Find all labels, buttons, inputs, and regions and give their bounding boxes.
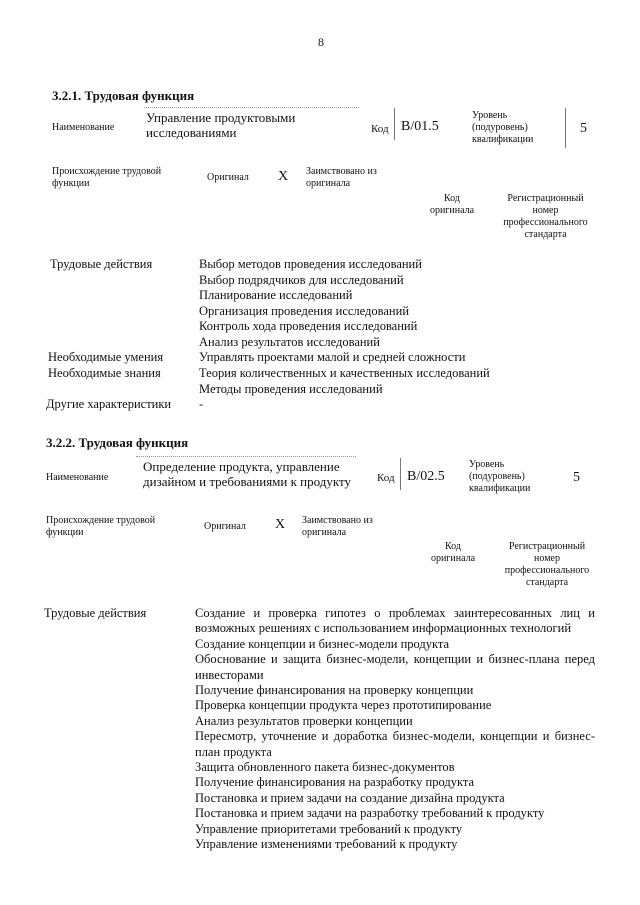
function-name-line: дизайном и требованиями к продукту — [143, 474, 352, 489]
registration-number-label — [498, 541, 596, 589]
registration-number-label-line: профессионального — [504, 565, 590, 576]
knowledge-item: Методы проведения исследований — [199, 381, 383, 396]
list-item: Защита обновленного пакета бизнес-документов — [195, 760, 455, 775]
original-code-label-line: оригинала — [430, 553, 476, 564]
function-name — [146, 110, 295, 140]
function-code: B/01.5 — [401, 119, 439, 134]
borrowed-label — [302, 515, 373, 539]
function-name-line: исследованиями — [146, 125, 237, 140]
origin-label-line: Происхождение трудовой — [52, 166, 162, 177]
labour-actions-label: Трудовые действия — [44, 606, 147, 620]
list-item: Анализ результатов исследований — [199, 334, 380, 349]
labour-actions-list — [199, 257, 422, 351]
level-label-line: Уровень — [472, 110, 508, 121]
origin-label — [52, 166, 161, 190]
skills-label: Необходимые умения — [48, 350, 164, 364]
section-heading: 3.2.2. Трудовая функция — [46, 435, 189, 450]
original-code-label-line: оригинала — [429, 205, 475, 216]
level-label-line: квалификации — [469, 483, 531, 494]
level-label — [469, 459, 530, 495]
level-label-line: (подуровень) — [472, 122, 528, 133]
registration-number-label-line: стандарта — [525, 577, 569, 588]
list-item: Выбор методов проведения исследований — [199, 257, 422, 271]
origin-label — [46, 515, 155, 539]
page-number: 8 — [318, 35, 324, 49]
registration-number-label-line: профессионального — [503, 217, 588, 228]
registration-number-label-line: номер — [532, 205, 559, 216]
name-label: Наименование — [52, 122, 115, 133]
origin-label-line: функции — [46, 527, 84, 538]
skill-item: Управлять проектами малой и средней сложности — [199, 350, 466, 364]
borrowed-label-line: Заимствовано из — [302, 515, 373, 526]
knowledge-label: Необходимые знания — [48, 366, 161, 380]
level-label-line: Уровень — [469, 459, 505, 470]
borrowed-label-line: оригинала — [302, 527, 347, 538]
dotted-frame — [136, 456, 356, 457]
list-item: Планирование исследований — [199, 288, 353, 303]
list-item: Анализ результатов проверки концепции — [195, 713, 413, 728]
list-item: Управление приоритетами требований к продукту — [195, 821, 463, 836]
original-label: Оригинал — [207, 172, 249, 183]
borrowed-label — [306, 166, 377, 190]
code-label: Код — [377, 472, 395, 484]
original-code-label-line: Код — [444, 193, 460, 204]
origin-label-line: Происхождение трудовой — [46, 515, 156, 526]
original-code-label-line: Код — [445, 541, 461, 552]
cell-divider — [400, 458, 401, 490]
name-label: Наименование — [46, 472, 109, 483]
qualification-level: 5 — [573, 470, 580, 485]
registration-number-label-line: Регистрационный — [508, 541, 586, 552]
cell-divider — [394, 108, 395, 140]
borrowed-label-line: оригинала — [306, 178, 351, 189]
cell-divider — [565, 108, 566, 148]
knowledge-list — [199, 366, 490, 397]
original-code-label — [423, 541, 483, 565]
level-label — [472, 110, 533, 146]
list-item: Постановка и прием задачи на разработку требований к продукту — [195, 806, 545, 821]
list-item: Пересмотр, уточнение и доработка бизнес-модели, концепции и бизнес-план продукта — [195, 729, 595, 759]
registration-number-label-line: Регистрационный — [507, 193, 584, 204]
section-heading: 3.2.1. Трудовая функция — [52, 88, 195, 103]
function-code: B/02.5 — [407, 469, 445, 484]
function-name-line: Определение продукта, управление — [143, 459, 340, 474]
original-checkmark: X — [278, 169, 289, 184]
registration-number-label-line: номер — [534, 553, 560, 564]
original-checkmark: X — [275, 517, 286, 532]
borrowed-label-line: Заимствовано из — [306, 166, 377, 177]
level-label-line: квалификации — [472, 134, 534, 145]
original-code-label — [422, 193, 482, 217]
level-label-line: (подуровень) — [469, 471, 525, 482]
list-item: Получение финансирования на разработку продукта — [195, 775, 475, 790]
code-label: Код — [371, 123, 389, 135]
list-item: Управление изменениями требований к продукту — [195, 837, 458, 852]
list-item: Получение финансирования на проверку концепции — [195, 683, 474, 698]
list-item: Создание и проверка гипотез о проблемах заинтересованных лиц и возможных решениях с использованием информационных технологий — [195, 606, 595, 636]
labour-actions-label: Трудовые действия — [50, 257, 153, 271]
other-characteristics-value: - — [199, 397, 204, 411]
labour-actions-list — [195, 606, 595, 853]
other-characteristics-label: Другие характеристики — [46, 397, 172, 411]
list-item: Создание концепции и бизнес-модели продукта — [195, 636, 450, 651]
function-name — [143, 459, 351, 489]
registration-number-label-line: стандарта — [524, 229, 567, 240]
list-item: Постановка и прием задачи на создание дизайна продукта — [195, 790, 505, 805]
knowledge-item: Теория количественных и качественных исследований — [199, 366, 490, 380]
original-label: Оригинал — [204, 521, 246, 532]
list-item: Обоснование и защита бизнес-модели, концепции и бизнес-плана перед инвесторами — [195, 652, 595, 682]
list-item: Выбор подрядчиков для исследований — [199, 272, 404, 287]
function-name-line: Управление продуктовыми — [146, 110, 296, 125]
list-item: Контроль хода проведения исследований — [199, 319, 418, 334]
qualification-level: 5 — [580, 121, 587, 136]
registration-number-label — [498, 193, 593, 241]
list-item: Проверка концепции продукта через прототипирование — [195, 698, 492, 713]
origin-label-line: функции — [52, 178, 90, 189]
dotted-frame — [144, 107, 359, 108]
list-item: Организация проведения исследований — [199, 303, 410, 318]
